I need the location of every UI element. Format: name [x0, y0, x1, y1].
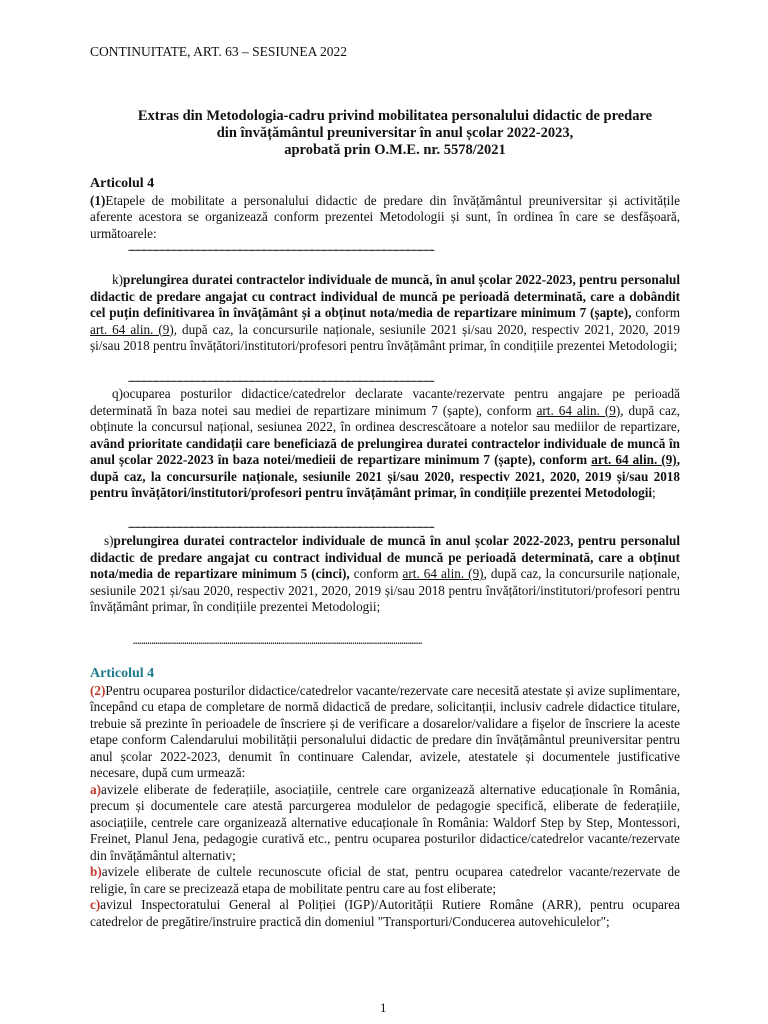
article-link[interactable]: art. 64 alin. (9): [536, 402, 621, 418]
item-letter: s): [104, 533, 114, 548]
paragraph-text: Etapele de mobilitate a personalului didactic de predare din învățământul preuniversitar și activitățile aferente acestora se organizează conform prezentei Metodologii și sunt, în ordinea în care se desfășoară, următoarele:: [90, 192, 680, 241]
article-link[interactable]: art. 64 alin. (9): [402, 566, 484, 581]
article-1: [90, 176, 680, 242]
separator-dots: ...............................................................................................................................................................................................................................................................: [128, 375, 435, 384]
item-q-bold-2: , după caz, la concursurile naționale, sesiunile 2021 și/sau 2020, respectiv 2021, 2020, 2019 și/sau 2018 pentru învățători/institutori/profesori pentru învățământ primar, în condițiile prezentei Metodologii: [90, 452, 680, 500]
title-line-1: Extras din Metodologia-cadru privind mobilitatea personalului didactic de predare: [137, 108, 653, 124]
item-letter: q): [112, 386, 123, 401]
item-k: [90, 272, 680, 355]
long-separator: .............................................................................................................................................: [133, 636, 423, 646]
title-line-2: din învățământul preuniversitar în anul școlar 2022-2023,: [216, 125, 574, 141]
item-text: avizele eliberate de cultele recunoscute oficial de stat, pentru ocuparea catedrelor vacante/rezervate de religie, în care se precizează etapa de mobilitate pentru care au fost eliberate;: [90, 864, 680, 896]
item-q-text: ocuparea posturilor didactice/catedrelor declarate vacante/rezervate pentru angajare pe perioadă determinată în baza notei sau mediei de repartizare minimum 7 (șapte), conform: [90, 386, 680, 418]
article-link[interactable]: art. 64 alin. (9): [90, 321, 174, 337]
item-q-text-2: , după caz, obținute la concursul național, sesiunea 2022, în ordinea descrescătoare a notelor sau mediilor de repartizare,: [90, 402, 681, 434]
item-s: [90, 533, 680, 616]
item-letter: k): [112, 272, 123, 287]
item-text: avizul Inspectoratului General al Poliției (IGP)/Autorității Rutiere Române (ARR), pentru ocuparea catedrelor de pregătire/instruire practică din domeniul "Transporturi/Conducerea autovehiculelor";: [90, 897, 680, 929]
item-k-text-2: , după caz, la concursurile naționale, sesiunile 2021 și/sau 2020, respectiv 2021, 2020, 2019 și/sau 2018 pentru învățători/institutori/profesori pentru învățământ primar, în condițiile prezentei Metodologii;: [90, 321, 680, 353]
article-1-heading: Articolul 4: [90, 176, 155, 191]
item-q-bold: având prioritate candidații care beneficiază de prelungirea duratei contractelor individuale de muncă în anul școlar 2022-2023 în baza notei/medieii de repartizare minimum 7 (șapte), conform: [90, 435, 680, 467]
separator-dots: ...............................................................................................................................................................................................................................................................: [128, 244, 435, 253]
item-q: [90, 386, 680, 502]
document-title: [110, 108, 680, 159]
paragraph-number: (2): [90, 682, 106, 698]
article-2: [90, 666, 680, 930]
item-s-text-2: , după caz, la concursurile naționale, sesiunile 2021 și/sau 2020, respectiv 2021, 2020, 2019 și/sau 2018 pentru învățători/institutori/profesori pentru învățământ primar, în condițiile prezentei Metodologii;: [90, 566, 680, 614]
article-link[interactable]: art. 64 alin. (9): [591, 452, 677, 467]
item-letter: b): [90, 864, 102, 879]
item-k-bold: prelungirea duratei contractelor individuale de muncă, în anul școlar 2022-2023, pentru personalul didactic de predare angajat cu contract individual de muncă pe perioadă determinată, care a dobândit cel puțin definitivarea în învățământ și a obținut nota/media de repartizare minimum 7 (șapte),: [90, 272, 680, 320]
page-number: 1: [380, 1000, 387, 1015]
item-q-text-3: ;: [652, 485, 656, 500]
title-line-3: aprobată prin O.M.E. nr. 5578/2021: [284, 142, 506, 158]
paragraph-text: Pentru ocuparea posturilor didactice/catedrelor vacante/rezervate care necesită atestate și avize suplimentare, începând cu etapa de completare de normă didactică de predare, solicitanții, inclusiv cadrele didactice titulare, trebuie să prezinte în perioadele de înscriere și de verificare a dosarelor/validare a fișelor de înscriere la aceste etape conform Calendarului mobilității personalului didactic de predare din învățământul preuniversitar pentru anul școlar 2022-2023, denumit în continuare Calendar, avizele, atestatele și documentele justificative necesare, după cum urmează:: [90, 682, 680, 780]
article-2-paragraph: [90, 683, 680, 782]
page-header: CONTINUITATE, ART. 63 – SESIUNEA 2022: [90, 44, 347, 59]
item-text: avizele eliberate de federațiile, asociațiile, centrele care organizează alternative educaționale în România, precum și documentele care atestă parcurgerea modulelor de pedagogie specifică, eliberate de federațiile, asociațiile, centrele care organizează alternative educaționale în România: Waldorf Step by Step, Montessori, Freinet, Planul Jena, pedagogie curativă etc., pentru ocuparea posturilor didactice/catedrelor vacante/rezervate din învățământul alternativ;: [90, 781, 680, 863]
item-k-text: conform: [631, 305, 680, 320]
article-2-heading: Articolul 4: [90, 666, 155, 681]
article-1-paragraph: [90, 193, 680, 243]
item-letter: c): [90, 897, 101, 912]
separator-dots: ...............................................................................................................................................................................................................................................................: [128, 521, 435, 530]
item-s-text: conform: [349, 566, 403, 581]
list-item-a: [90, 782, 680, 865]
list-item-b: [90, 864, 680, 897]
paragraph-number: (1): [90, 192, 106, 208]
list-item-c: [90, 897, 680, 930]
item-letter: a): [90, 781, 101, 797]
item-s-bold: prelungirea duratei contractelor individuale de muncă în anul școlar 2022-2023, pentru personalul didactic de predare angajat cu contract individual de muncă pe perioadă determinată, care a obținut nota/media de repartizare minimum 5 (cinci),: [90, 533, 680, 581]
